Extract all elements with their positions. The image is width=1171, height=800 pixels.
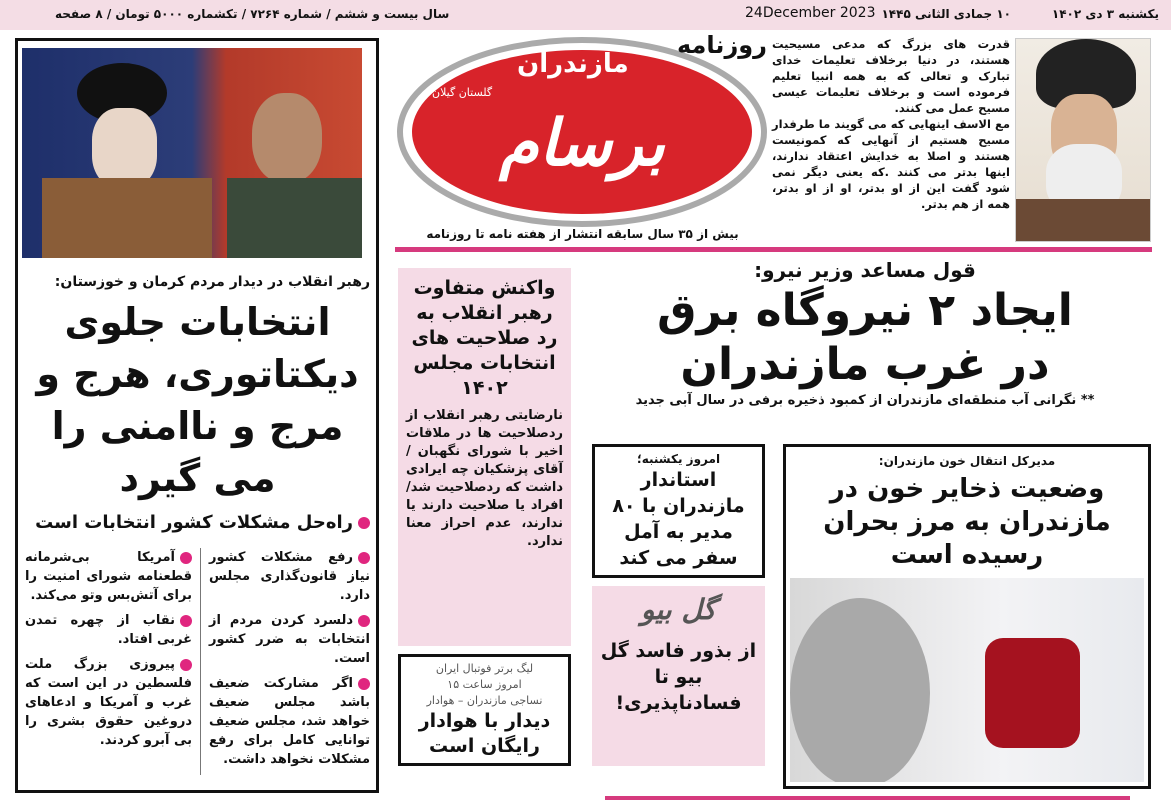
bullet-item: پیروزی بزرگ ملت فلسطین در این است که غرب و آمریکا و ادعاهای دروغین حقوق بشری را بی آبرو کردند. (25, 657, 192, 748)
bullet-item: رفع مشکلات کشور نیاز قانون‌گذاری مجلس دارد. (209, 550, 370, 603)
middle-column (398, 268, 571, 766)
gol-bio-logo: گل بیو (641, 593, 716, 626)
sports-headline: دیدار با هوادار رایگان است (418, 710, 551, 757)
pink-story-box (398, 268, 571, 646)
bullets-left (25, 548, 200, 775)
main-story (580, 256, 1150, 409)
blood-kicker: مدیرکل انتقال خون مازندران: (878, 454, 1056, 468)
newspaper-logo (392, 28, 772, 228)
quote-text-1: قدرت های بزرگ که مدعی مسیحیت هستند، در دنیا برخلاف تعلیمات خدای تبارک و تعالی که به همه انبیا تعلیم فرموده است و برخلاف تعلیمات عیسی مسیح عمل می کنند. (772, 37, 1010, 115)
bullet-item: آمریکا بی‌شرمانه قطعنامه شورای امنیت را برای آتش‌بس وتو می‌کند. (25, 550, 192, 603)
gol-bio-headline: از بذور فاسد گل بیو تا فسادناپذیری! (600, 640, 757, 714)
pink-story-body: نارضایتی رهبر انقلاب از ردصلاحیت ها در ملاقات اخیر با شورای نگهبان /آقای پزشکیان چه ایرادی داشت که ردصلاحیت شد/ افراد یا صلاحیت دارند یا ندارند، عدم احراز معنا ندارد. (406, 408, 563, 549)
logo-subregion: گلستان گیلان (432, 86, 493, 99)
date-persian: یکشنبه ۳ دی ۱۴۰۲ (1051, 7, 1159, 21)
logo-name: برسام (499, 107, 665, 181)
blood-photo (790, 578, 1144, 782)
main-kicker: قول مساعد وزیر نیرو: (754, 258, 976, 282)
bullet-columns (25, 548, 370, 775)
governor-box (592, 444, 765, 578)
sports-box (398, 654, 571, 766)
sports-line3: نساجی مازندران – هوادار (426, 694, 543, 707)
main-subhead: ** نگرانی آب منطقه‌ای مازندران از کمبود ذخیره برفی در سال آبی جدید (635, 393, 1095, 408)
governor-headline: استاندار مازندران با ۸۰ مدیر به آمل سفر می کند (612, 469, 745, 569)
main-headline-2: در غرب مازندران (680, 339, 1050, 390)
lead-story-text (25, 272, 370, 775)
logo-region: مازندران (517, 49, 629, 79)
issue-info: سال بیست و ششم / شماره ۷۲۶۴ / تکشماره ۵۰۰۰ تومان / ۸ صفحه (55, 7, 450, 21)
bullet-item: نقاب از چهره تمدن غربی افتاد. (25, 613, 192, 647)
lead-story-photo (22, 48, 362, 258)
logo-prefix: روزنامه (677, 31, 767, 59)
lead-headline: انتخابات جلوی دیکتاتوری، هرج و مرج و ناامنی را می گیرد (36, 300, 359, 500)
lead-subhead (25, 510, 370, 536)
date-hijri: ۱۰ جمادی الثانی ۱۴۴۵ (881, 7, 1011, 21)
blood-headline: وضعیت ذخایر خون در مازندران به مرز بحران رسیده است (823, 474, 1111, 570)
main-headline-1: ایجاد ۲ نیروگاه برق (657, 285, 1073, 336)
pink-story-headline: واکنش متفاوت رهبر انقلاب به رد صلاحیت های انتخابات مجلس ۱۴۰۲ (411, 277, 558, 399)
date-gregorian: 24December 2023 (745, 5, 876, 21)
quote-box (772, 36, 1010, 212)
divider (395, 247, 1152, 252)
sports-line2: امروز ساعت ۱۵ (447, 678, 522, 691)
sports-line1: لیگ برتر فوتبال ایران (435, 662, 534, 675)
small-boxes-column (592, 444, 765, 766)
gol-bio-box (592, 586, 765, 766)
bullet-icon (358, 517, 370, 529)
masthead-bar (0, 0, 1171, 30)
lead-subhead-text: راه‌حل مشکلات کشور انتخابات است (35, 512, 353, 533)
quote-text-2: مع الاسف اینهایی که می گویند ما طرفدار مسیح هستیم از آنهایی که کمونیست هستند و اصلا به خدایش اعتقاد ندارند، اینها بدتر می کنند .که یعنی دیگر نمی شود گفت این از او بدتر، او از او بدتر، همه از هم بدتر. (772, 117, 1010, 211)
lead-kicker: رهبر انقلاب در دیدار مردم کرمان و خوزستان: (54, 274, 370, 290)
bottom-divider (605, 796, 1130, 800)
bullet-item: اگر مشارکت ضعیف باشد مجلس ضعیف خواهد شد، مجلس ضعیف توانایی کامل برای رفع مشکلات نخواهد داشت. (209, 676, 370, 767)
governor-kicker: امروز یکشنبه؛ (636, 452, 721, 466)
portrait-photo (1015, 38, 1151, 242)
bullet-item: دلسرد کردن مردم از انتخابات به ضرر کشور است. (209, 613, 370, 666)
bullets-right (200, 548, 370, 775)
tagline: بیش از ۳۵ سال سابقه انتشار از هفته نامه تا روزنامه (426, 227, 739, 241)
blood-story-box (783, 444, 1151, 789)
